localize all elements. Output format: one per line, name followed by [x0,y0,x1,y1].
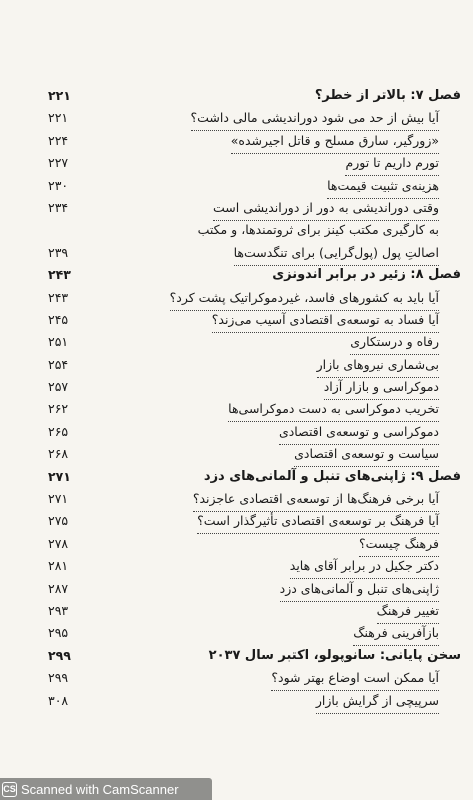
entry-title: تغییر فرهنگ [377,600,439,624]
toc-entry-row [30,219,461,241]
entry-title: تخریب دموکراسی به دست دموکراسی‌ها [228,398,439,422]
camscanner-watermark [0,778,212,800]
toc-entry-row [30,331,461,353]
toc-chapter-row [30,85,461,107]
entry-title: آیا باید به کشورهای فاسد، غیردموکراتیک پشت کرد؟ [170,287,439,311]
chapter-title: فصل ۸: زئیر در برابر اندونزی [272,267,461,283]
toc-entry-row [30,488,461,510]
toc-chapter-row [30,645,461,667]
entry-title: سرپیچی از گرایش بازار [316,690,439,714]
toc-entry-row [30,130,461,152]
page-number: ۲۳۹ [48,244,69,260]
toc-entry-row [30,690,461,712]
toc-entry-row [30,175,461,197]
toc-entry-row [30,622,461,644]
toc-entry-row [30,107,461,129]
entry-title: ژاپنی‌های تنبل و آلمانی‌های دزد [280,578,439,602]
page-number: ۲۳۰ [48,177,69,193]
page-number: ۳۰۸ [48,692,69,708]
page-number: ۲۲۱ [48,110,69,126]
page-number: ۲۴۵ [48,311,69,327]
toc-entry-row [30,443,461,465]
camscanner-icon: CS [2,782,17,797]
page-number: ۲۲۱ [48,88,71,103]
page-number: ۲۴۳ [48,289,69,305]
entry-title: آیا برخی فرهنگ‌ها از توسعه‌ی اقتصادی عاجزند؟ [193,488,439,512]
toc-entry-row [30,354,461,376]
page-number: ۲۶۵ [48,423,69,439]
page-number: ۲۷۱ [48,491,69,507]
entry-title: به کارگیری مکتب کینز برای ثروتمندها، و مکتب [197,222,439,238]
toc-entry-row [30,309,461,331]
entry-title: تورم داریم تا تورم [345,152,439,176]
page-number: ۲۵۴ [48,356,69,372]
entry-title: فرهنگ چیست؟ [359,533,439,557]
toc-entry-row [30,510,461,532]
toc-chapter-row [30,466,461,488]
chapter-title: فصل ۷: بالاتر از خطر؟ [314,88,461,103]
chapter-title: سخن پایانی: سانوپولو، اکتبر سال ۲۰۳۷ [208,647,461,663]
entry-title: سیاست و توسعه‌ی اقتصادی [294,443,439,467]
entry-title: آیا فساد به توسعه‌ی اقتصادی آسیب می‌زند؟ [212,309,439,333]
toc-entry-row [30,555,461,577]
entry-title: وقتی دوراندیشی به دور از دوراندیشی است [213,197,439,221]
page-number: ۲۳۴ [48,199,69,215]
toc-entry-row [30,242,461,264]
toc-entry-row [30,398,461,420]
page-number: ۲۹۹ [48,647,71,663]
page-number: ۲۵۷ [48,379,69,395]
entry-title: آیا ممکن است اوضاع بهتر شود؟ [271,667,439,691]
toc-entry-row [30,376,461,398]
page-number: ۲۹۹ [48,670,69,686]
page-number: ۲۸۷ [48,580,69,596]
page-number: ۲۵۱ [48,334,69,350]
page-number: ۲۴۳ [48,267,71,283]
page-number: ۲۹۵ [48,625,69,641]
entry-title: رفاه و درستکاری [350,331,439,355]
table-of-contents [30,85,461,712]
entry-title: بازآفرینی فرهنگ [353,622,439,646]
page-number: ۲۲۴ [48,132,69,148]
page-number: ۲۲۷ [48,155,69,171]
entry-title: دموکراسی و بازار آزاد [324,376,439,400]
entry-title: «زورگیر، سارق مسلح و قاتل اجیرشده» [231,130,439,154]
entry-title: دموکراسی و توسعه‌ی اقتصادی [279,421,439,445]
toc-entry-row [30,152,461,174]
entry-title: آیا فرهنگ بر توسعه‌ی اقتصادی تأثیرگذار است؟ [197,510,439,534]
page-number: ۲۷۵ [48,513,69,529]
page-number: ۲۶۲ [48,401,69,417]
toc-entry-row [30,578,461,600]
page-number: ۲۸۱ [48,558,69,574]
page-number: ۲۹۳ [48,602,69,618]
toc-entry-row [30,533,461,555]
entry-title: دکتر جکیل در برابر آقای هاید [290,555,439,579]
chapter-title: فصل ۹: ژاپنی‌های تنبل و آلمانی‌های دزد [203,468,461,484]
entry-title: اصالتِ پول (پول‌گرایی) برای تنگدست‌ها [234,242,439,266]
toc-entry-row [30,667,461,689]
toc-entry-row [30,197,461,219]
page-number: ۲۷۱ [48,468,71,484]
watermark-label: Scanned with CamScanner [21,781,179,797]
toc-entry-row [30,600,461,622]
page-number: ۲۶۸ [48,446,69,462]
toc-entry-row [30,287,461,309]
entry-title: هزینه‌ی تثبیت قیمت‌ها [327,175,439,199]
page-number: ۲۷۸ [48,535,69,551]
toc-chapter-row [30,264,461,286]
entry-title: آیا بیش از حد می شود دوراندیشی مالی داشت؟ [191,107,440,131]
entry-title: بی‌شماری نیروهای بازار [317,354,439,378]
toc-entry-row [30,421,461,443]
